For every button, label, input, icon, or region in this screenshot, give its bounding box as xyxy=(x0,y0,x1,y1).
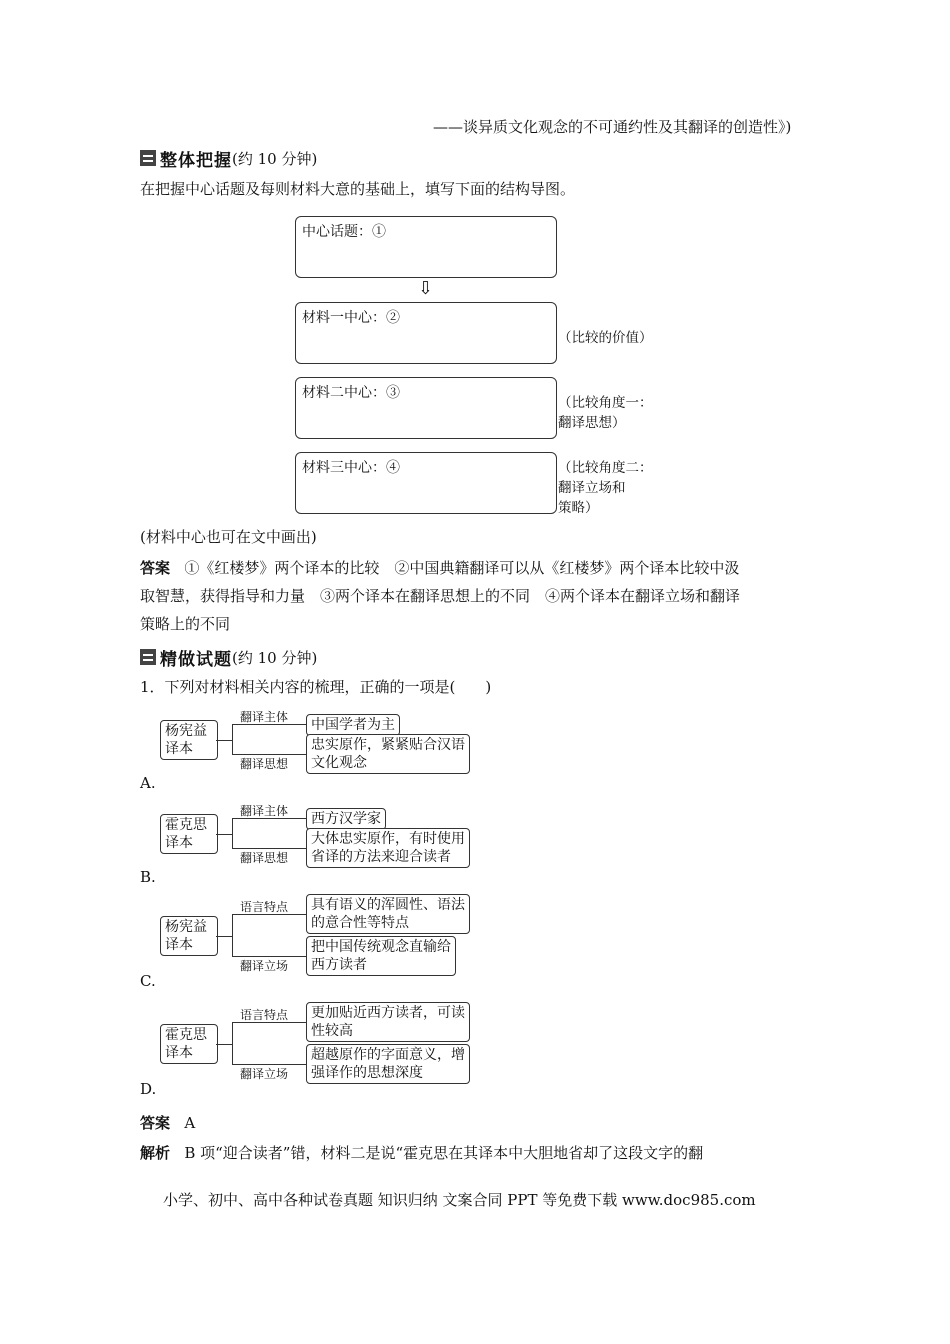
branch-label: 翻译立场 xyxy=(240,1067,289,1081)
answer-line-3: 策略上的不同 xyxy=(140,615,231,633)
answer-line-2: 取智慧，获得指导和力量 ③两个译本在翻译思想上的不同 ④两个译本在翻译立场和翻译 xyxy=(140,587,741,605)
tree-root: 杨宪益 译本 xyxy=(160,916,218,956)
connector-line xyxy=(216,1044,232,1045)
answer-line-1 xyxy=(140,554,739,582)
section-title: 精做试题 xyxy=(160,649,232,670)
diagram-note-2: （比较角度一： 翻译思想） xyxy=(558,395,653,431)
section-heading-overall xyxy=(140,143,317,173)
question-1: 1．下列对材料相关内容的梳理，正确的一项是( ) xyxy=(140,678,492,696)
box-label: 材料三中心：④ xyxy=(302,460,400,476)
tree-root: 霍克思 译本 xyxy=(160,814,218,854)
answer-label: 答案 xyxy=(140,559,171,577)
diagram-box-material3 xyxy=(295,452,557,514)
option-tree xyxy=(158,706,498,786)
connector-line xyxy=(232,1022,233,1064)
option-letter: C. xyxy=(140,972,156,990)
branch-node: 中国学者为主 xyxy=(306,714,400,736)
connector-line xyxy=(232,914,233,956)
box-label: 材料一中心：② xyxy=(302,310,400,326)
answer-value: A xyxy=(184,1114,196,1132)
branch-label: 翻译思想 xyxy=(240,757,289,771)
box-label: 材料二中心：③ xyxy=(302,385,400,401)
note-text: (材料中心也可在文中画出) xyxy=(140,528,317,546)
connector-line xyxy=(216,936,232,937)
diagram-box-material2 xyxy=(295,377,557,439)
footer-text: 小学、初中、高中各种试卷真题 知识归纳 文案合同 PPT 等免费下载 www.doc985.com xyxy=(163,1191,756,1209)
option-tree xyxy=(158,894,498,974)
section-heading-practice xyxy=(140,642,317,672)
section-title: 整体把握 xyxy=(160,150,232,171)
section-marker-icon xyxy=(140,150,156,166)
branch-node: 西方汉学家 xyxy=(306,808,386,830)
diagram-box-material1 xyxy=(295,302,557,364)
connector-line xyxy=(232,818,233,848)
diagram-note-1: （比较的价值） xyxy=(558,330,653,346)
branch-node: 把中国传统观念直输给 西方读者 xyxy=(306,936,456,976)
branch-label: 语言特点 xyxy=(240,1008,289,1022)
option-letter: D. xyxy=(140,1080,157,1098)
tree-root: 杨宪益 译本 xyxy=(160,720,218,760)
branch-label: 翻译思想 xyxy=(240,851,289,865)
branch-node: 忠实原作，紧紧贴合汉语 文化观念 xyxy=(306,734,470,774)
option-tree xyxy=(158,800,498,880)
instruction-text: 在把握中心话题及每则材料大意的基础上，填写下面的结构导图。 xyxy=(140,180,576,198)
option-tree xyxy=(158,1002,498,1082)
analysis-text: B 项“迎合读者”错，材料二是说“霍克思在其译本中大胆地省却了这段文字的翻 xyxy=(184,1144,704,1162)
diagram-box-topic xyxy=(295,216,557,278)
connector-line xyxy=(216,834,232,835)
header-line: ——谈异质文化观念的不可通约性及其翻译的创造性》) xyxy=(433,118,792,136)
analysis-label: 解析 xyxy=(140,1144,171,1162)
branch-node: 具有语义的浑圆性、语法 的意合性等特点 xyxy=(306,894,470,934)
answer-2 xyxy=(140,1109,195,1137)
branch-label: 语言特点 xyxy=(240,900,289,914)
analysis-line xyxy=(140,1139,703,1167)
connector-line xyxy=(216,740,232,741)
option-letter: B. xyxy=(140,868,156,886)
section-time: (约 10 分钟) xyxy=(232,648,318,667)
branch-label: 翻译主体 xyxy=(240,710,289,724)
answer-label: 答案 xyxy=(140,1114,171,1132)
answer-text: ①《红楼梦》两个译本的比较 ②中国典籍翻译可以从《红楼梦》两个译本比较中汲 xyxy=(184,559,740,577)
branch-node: 超越原作的字面意义，增 强译作的思想深度 xyxy=(306,1044,470,1084)
branch-label: 翻译立场 xyxy=(240,959,289,973)
section-time: (约 10 分钟) xyxy=(232,149,318,168)
section-marker-icon xyxy=(140,649,156,665)
option-letter: A. xyxy=(140,774,156,792)
box-label: 中心话题：① xyxy=(302,224,386,240)
connector-line xyxy=(232,724,233,754)
down-arrow-icon: ⇩ xyxy=(418,278,434,299)
diagram-note-3: （比较角度二： 翻译立场和 策略） xyxy=(558,460,653,516)
branch-node: 更加贴近西方读者，可读 性较高 xyxy=(306,1002,470,1042)
branch-node: 大体忠实原作，有时使用 省译的方法来迎合读者 xyxy=(306,828,470,868)
branch-label: 翻译主体 xyxy=(240,804,289,818)
tree-root: 霍克思 译本 xyxy=(160,1024,218,1064)
